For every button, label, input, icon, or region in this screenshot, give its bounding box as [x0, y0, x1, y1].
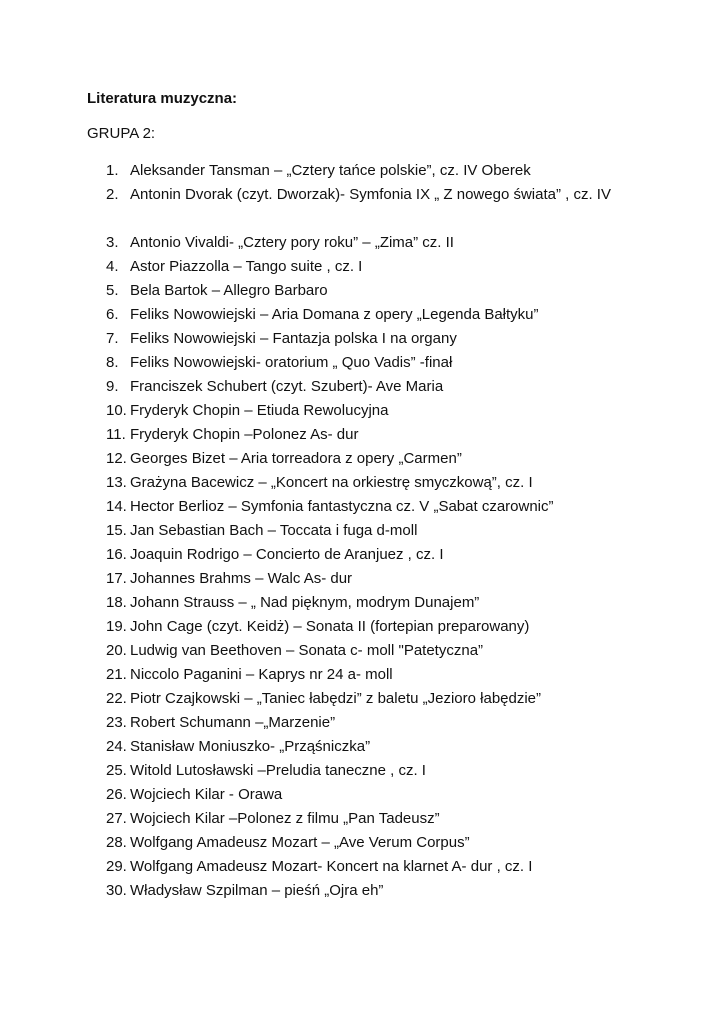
item-text: Astor Piazzolla – Tango suite , cz. I — [130, 258, 363, 275]
list-item — [0, 543, 725, 567]
item-text: Aleksander Tansman – „Cztery tańce polskie”, cz. IV Oberek — [130, 162, 531, 179]
item-text: Stanisław Moniuszko- „Prząśniczka” — [130, 738, 371, 755]
item-text: Antonin Dvorak (czyt. Dworzak)- Symfonia IX „ Z nowego świata” , cz. IV — [130, 186, 611, 203]
list-item — [0, 879, 725, 903]
item-number: 17. — [106, 570, 127, 587]
list-item — [0, 423, 725, 447]
item-number: 2. — [106, 186, 119, 203]
list-item — [0, 783, 725, 807]
list-item — [0, 255, 725, 279]
item-text: Fryderyk Chopin –Polonez As- dur — [130, 426, 359, 443]
item-text: Fryderyk Chopin – Etiuda Rewolucyjna — [130, 402, 389, 419]
item-number: 29. — [106, 858, 127, 875]
list-item — [0, 567, 725, 591]
document-heading: Literatura muzyczna: — [87, 90, 238, 107]
item-number: 23. — [106, 714, 127, 731]
item-text: Antonio Vivaldi- „Cztery pory roku” – „Zima” cz. II — [130, 234, 454, 251]
list-item — [0, 591, 725, 615]
item-text: Johannes Brahms – Walc As- dur — [130, 570, 353, 587]
item-number: 16. — [106, 546, 127, 563]
list-item — [0, 855, 725, 879]
item-text: John Cage (czyt. Keidż) – Sonata II (fortepian preparowany) — [130, 618, 530, 635]
music-literature-list — [0, 159, 725, 903]
item-text: Robert Schumann –„Marzenie” — [130, 714, 336, 731]
item-number: 24. — [106, 738, 127, 755]
item-text: Grażyna Bacewicz – „Koncert na orkiestrę smyczkową”, cz. I — [130, 474, 533, 491]
list-item — [0, 519, 725, 543]
item-number: 9. — [106, 378, 119, 395]
item-text: Feliks Nowowiejski – Aria Domana z opery „Legenda Bałtyku” — [130, 306, 539, 323]
item-number: 19. — [106, 618, 127, 635]
list-item — [0, 471, 725, 495]
item-number: 20. — [106, 642, 127, 659]
item-number: 26. — [106, 786, 127, 803]
list-item — [0, 807, 725, 831]
item-text: Niccolo Paganini – Kaprys nr 24 a- moll — [130, 666, 393, 683]
list-item — [0, 447, 725, 471]
item-text: Wojciech Kilar –Polonez z filmu „Pan Tadeusz” — [130, 810, 440, 827]
list-item — [0, 735, 725, 759]
item-text: Witold Lutosławski –Preludia taneczne , cz. I — [130, 762, 426, 779]
list-item — [0, 687, 725, 711]
item-number: 30. — [106, 882, 127, 899]
item-text: Bela Bartok – Allegro Barbaro — [130, 282, 328, 299]
list-item — [0, 399, 725, 423]
item-number: 8. — [106, 354, 119, 371]
list-item — [0, 615, 725, 639]
item-number: 1. — [106, 162, 119, 179]
item-text: Piotr Czajkowski – „Taniec łabędzi” z baletu „Jezioro łabędzie” — [130, 690, 542, 707]
item-text: Ludwig van Beethoven – Sonata c- moll "Patetyczna” — [130, 642, 484, 659]
item-number: 4. — [106, 258, 119, 275]
item-text: Jan Sebastian Bach – Toccata i fuga d-moll — [130, 522, 418, 539]
list-item — [0, 183, 725, 231]
item-number: 5. — [106, 282, 119, 299]
item-number: 15. — [106, 522, 127, 539]
item-number: 3. — [106, 234, 119, 251]
list-item — [0, 663, 725, 687]
item-number: 28. — [106, 834, 127, 851]
item-number: 14. — [106, 498, 127, 515]
item-number: 6. — [106, 306, 119, 323]
item-text: Georges Bizet – Aria torreadora z opery „Carmen” — [130, 450, 462, 467]
item-text: Hector Berlioz – Symfonia fantastyczna cz. V „Sabat czarownic” — [130, 498, 554, 515]
item-number: 10. — [106, 402, 127, 419]
list-item — [0, 759, 725, 783]
item-number: 12. — [106, 450, 127, 467]
item-number: 21. — [106, 666, 127, 683]
list-item — [0, 495, 725, 519]
list-item — [0, 831, 725, 855]
group-label: GRUPA 2: — [87, 125, 156, 142]
list-item — [0, 711, 725, 735]
list-item — [0, 375, 725, 399]
item-text: Feliks Nowowiejski- oratorium „ Quo Vadis” -finał — [130, 354, 453, 371]
list-item — [0, 231, 725, 255]
list-item — [0, 303, 725, 327]
item-number: 25. — [106, 762, 127, 779]
item-text: Władysław Szpilman – pieśń „Ojra eh” — [130, 882, 384, 899]
list-item — [0, 351, 725, 375]
item-number: 13. — [106, 474, 127, 491]
item-text: Wojciech Kilar - Orawa — [130, 786, 283, 803]
list-item — [0, 327, 725, 351]
list-item — [0, 279, 725, 303]
item-text: Wolfgang Amadeusz Mozart- Koncert na klarnet A- dur , cz. I — [130, 858, 533, 875]
item-text: Joaquin Rodrigo – Concierto de Aranjuez , cz. I — [130, 546, 444, 563]
item-number: 11. — [106, 426, 126, 443]
item-number: 18. — [106, 594, 127, 611]
item-text: Wolfgang Amadeusz Mozart – „Ave Verum Corpus” — [130, 834, 470, 851]
item-text: Franciszek Schubert (czyt. Szubert)- Ave Maria — [130, 378, 444, 395]
list-item — [0, 639, 725, 663]
item-text: Feliks Nowowiejski – Fantazja polska I na organy — [130, 330, 457, 347]
list-item — [0, 159, 725, 183]
item-number: 7. — [106, 330, 119, 347]
item-number: 27. — [106, 810, 127, 827]
item-text: Johann Strauss – „ Nad pięknym, modrym Dunajem” — [130, 594, 480, 611]
item-number: 22. — [106, 690, 127, 707]
